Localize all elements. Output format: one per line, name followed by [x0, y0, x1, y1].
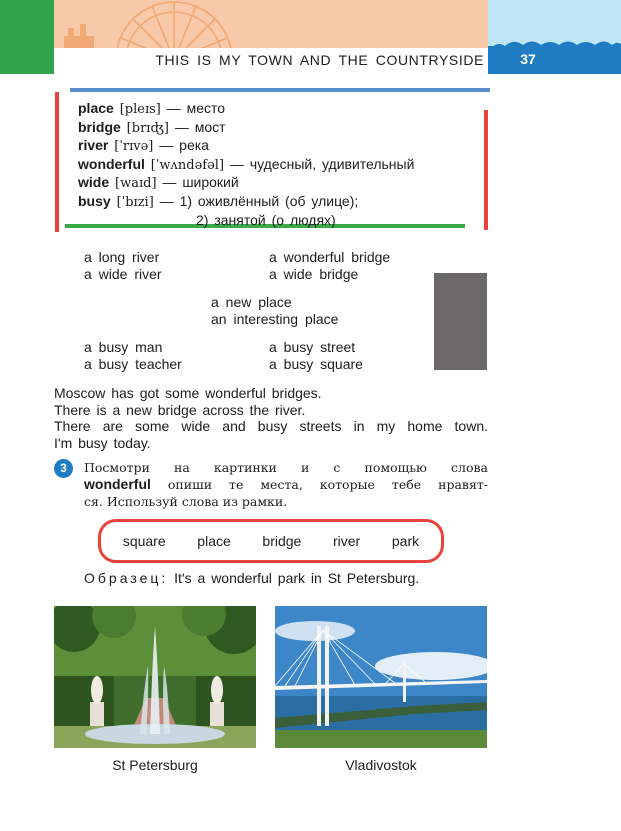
phrase: a busy man	[84, 339, 163, 355]
example-label: Образец:	[84, 570, 169, 586]
word-box-item: bridge	[262, 533, 302, 549]
phrase: a wonderful bridge	[269, 249, 391, 265]
phrase-group-right-bottom	[269, 339, 363, 372]
phrase: a busy square	[269, 355, 363, 372]
instruction-line: Посмотри на картинки и с помощью слова	[84, 460, 488, 475]
photo-caption: Vladivostok	[345, 757, 417, 773]
sentence: Moscow has got some wonderful bridges.	[54, 385, 322, 401]
header-green-block	[0, 0, 54, 74]
page-number: 37	[520, 51, 536, 67]
phrase-group-center	[211, 294, 338, 327]
word-box	[98, 519, 444, 563]
phrase-group-left-top	[84, 249, 162, 282]
example-text: It's a wonderful park in St Petersburg.	[174, 570, 420, 586]
sentence: There are some wide and busy streets in my home town.	[54, 418, 488, 435]
instruction-keyword: wonderful	[84, 476, 151, 492]
word-box-item: place	[197, 533, 231, 549]
exercise-number-badge: 3	[54, 459, 73, 478]
photo-caption: St Petersburg	[112, 757, 198, 773]
phrase: a wide bridge	[269, 265, 359, 282]
vocab-entry: wide [waɪd] — широкий	[78, 174, 239, 192]
vocab-entry: busy [ˈbɪzi] — 1) оживлённый (об улице);	[78, 192, 359, 210]
vocab-frame-right-line	[484, 110, 488, 230]
vocab-entry: wonderful [ˈwʌndəfəl] — чудесный, удивительный	[78, 155, 415, 173]
phrase-group-right-top	[269, 249, 390, 282]
vocab-entry-continuation: 2) занятой (о людях)	[196, 211, 336, 228]
grey-margin-block	[434, 273, 487, 370]
word-box-item: park	[391, 533, 420, 549]
phrase: an interesting place	[211, 310, 339, 327]
instruction-line: ся. Используй слова из рамки.	[84, 494, 288, 509]
page-header-title: THIS IS MY TOWN AND THE COUNTRYSIDE	[155, 52, 484, 68]
vocab-frame-top-line	[70, 88, 490, 92]
phrase: a long river	[84, 249, 160, 265]
photo-bridge	[275, 606, 487, 748]
vocab-frame-left-line	[55, 92, 59, 232]
example-line	[84, 570, 419, 586]
vocabulary-list	[78, 100, 478, 228]
phrase-group-left-bottom	[84, 339, 182, 372]
instruction-line: wonderful опиши те места, которые тебе нравят-	[84, 476, 488, 492]
word-box-item: square	[122, 533, 166, 549]
phrase: a busy teacher	[84, 355, 182, 372]
phrase: a new place	[211, 294, 292, 310]
vocab-entry: place [pleɪs] — место	[78, 100, 226, 117]
word-box-item: river	[333, 533, 361, 549]
phrase: a wide river	[84, 265, 162, 282]
exercise-instructions	[84, 459, 488, 510]
sentence: I'm busy today.	[54, 434, 151, 451]
phrase: a busy street	[269, 339, 356, 355]
vocab-entry: river [ˈrɪvə] — река	[78, 137, 209, 155]
sentence: There is a new bridge across the river.	[54, 401, 306, 418]
vocab-entry: bridge [brɪʤ] — мост	[78, 118, 226, 136]
example-sentences	[54, 385, 488, 451]
photo-fountain	[54, 606, 256, 748]
